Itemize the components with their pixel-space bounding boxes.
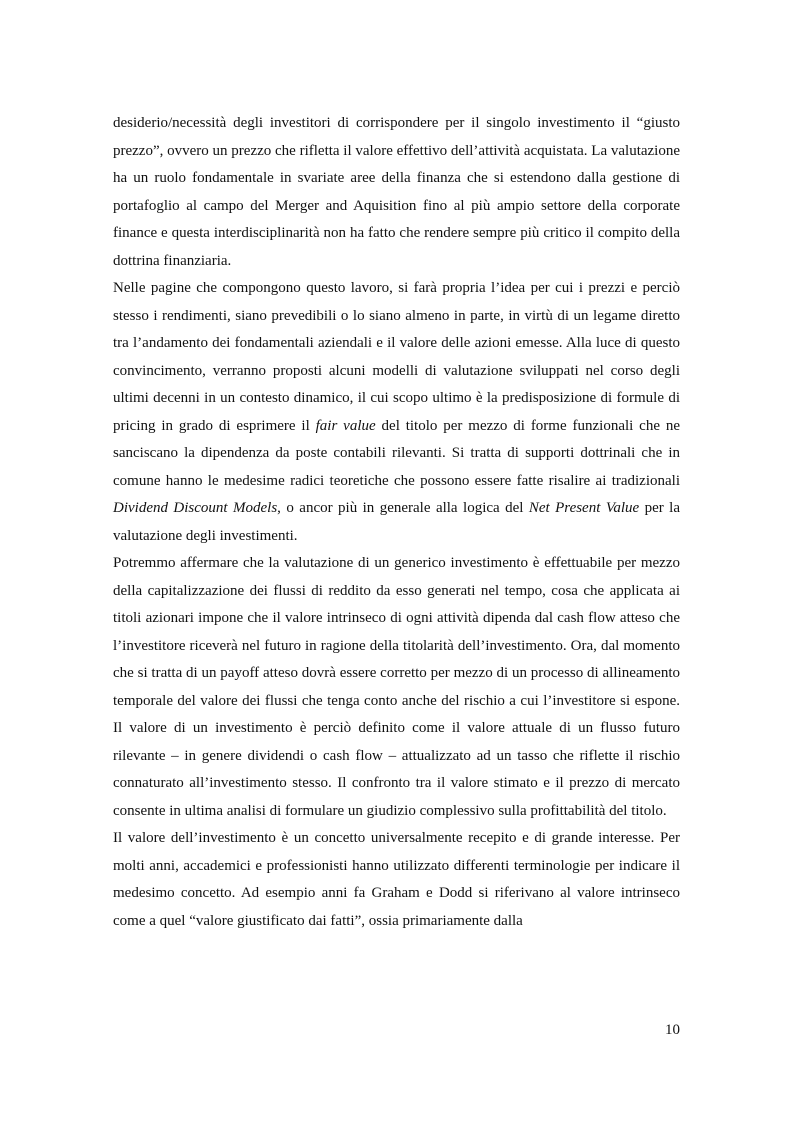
italic-term: fair value (315, 417, 376, 434)
body-text (113, 110, 680, 935)
italic-term: Net Present Value (528, 500, 640, 516)
paragraph (113, 825, 680, 935)
text-segment: del titolo per mezzo di forme funzionali che ne sanciscano la dipendenza da poste contabili rilevanti. Si tratta di supporti dottrinali che in comune hanno le medesime radici teoretiche che possono essere fatte risalire ai tradizionali (113, 417, 681, 489)
italic-term: Dividend Discount Models (113, 500, 278, 516)
paragraph (113, 550, 680, 825)
page-number: 10 (665, 1022, 680, 1038)
text-segment: Il valore dell’investimento è un concetto universalmente recepito e di grande interesse. Per molti anni, accademici e professionisti hanno utilizzato differenti terminologie per indicare il medesimo concetto. Ad esempio anni fa Graham e Dodd si riferivano al valore intrinseco come a quel “valore giustificato dai fatti”, ossia primariamente dalla (113, 830, 680, 929)
paragraph (113, 110, 680, 275)
text-segment: Nelle pagine che compongono questo lavoro, si farà propria l’idea per cui i prezzi e perciò stesso i rendimenti, siano prevedibili o lo siano almeno in parte, in virtù di un legame diretto tra l’andamento dei fondamentali aziendali e il valore delle azioni emesse. Alla luce di questo convincimento, verranno proposti alcuni modelli di valutazione sviluppati nel corso degli ultimi decenni in un contesto dinamico, il cui scopo ultimo è la predisposizione di formule di pricing in grado di esprimere il (113, 280, 680, 434)
text-segment: per la valutazione degli investimenti. (113, 500, 680, 544)
text-segment: , o ancor più in generale alla logica del (277, 500, 529, 516)
paragraph (113, 275, 680, 550)
text-segment: desiderio/necessità degli investitori di corrispondere per il singolo investimento il “giusto prezzo”, ovvero un prezzo che rifletta il valore effettivo dell’attività acquistata. La valutazione ha un ruolo fondamentale in svariate aree della finanza che si estendono dalla gestione di portafoglio al campo del Merger and Aquisition fino al più ampio settore della corporate finance e questa interdisciplinarità non ha fatto che rendere sempre più critico il compito della dottrina finanziaria. (113, 115, 680, 269)
text-segment: Potremmo affermare che la valutazione di un generico investimento è effettuabile per mezzo della capitalizzazione dei flussi di reddito da esso generati nel tempo, cosa che applicata ai titoli azionari impone che il valore intrinseco di ogni attività dipenda dal cash flow atteso che l’investitore riceverà nel futuro in ragione della titolarità dell’investimento. Ora, dal momento che si tratta di un payoff atteso dovrà essere corretto per mezzo di un processo di allineamento temporale del valore dei flussi che tenga conto anche del rischio a cui l’investitore si espone. Il valore di un investimento è perciò definito come il valore attuale di un flusso futuro rilevante – in genere dividendi o cash flow – attualizzato ad un tasso che riflette il rischio connaturato all’investimento stesso. Il confronto tra il valore stimato e il prezzo di mercato consente in ultima analisi di formulare un giudizio complessivo sulla profittabilità del titolo. (113, 555, 680, 819)
